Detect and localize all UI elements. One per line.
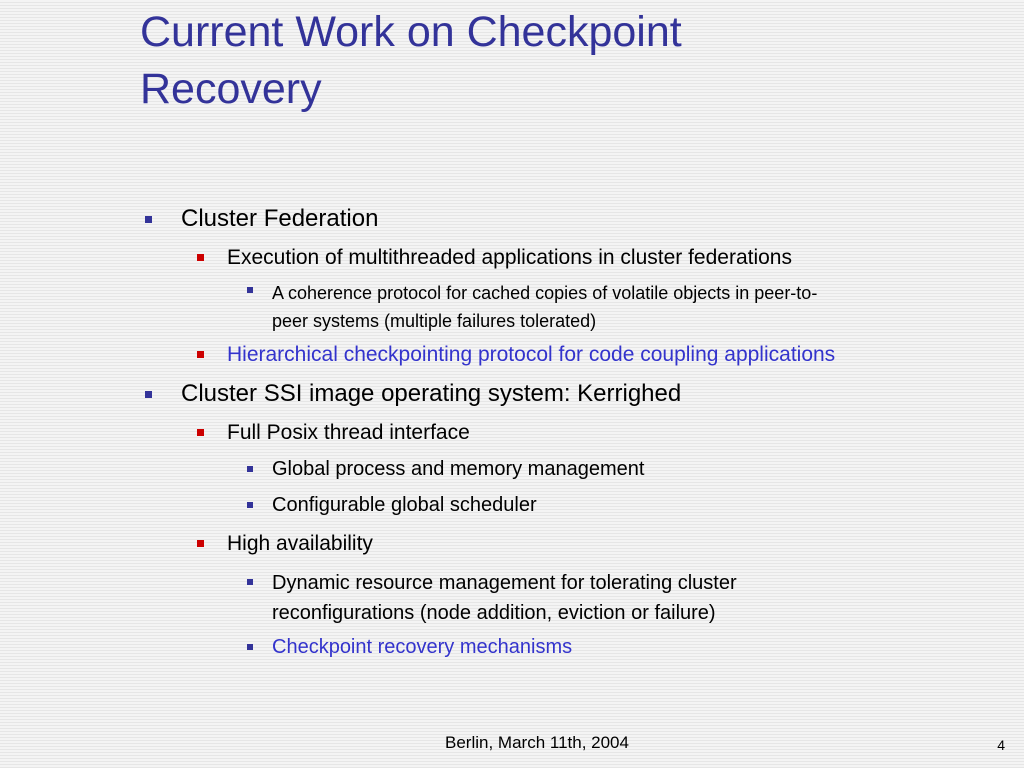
- bullet-item-multithreaded-execution: [227, 245, 792, 270]
- square-bullet-icon: [247, 644, 253, 650]
- square-bullet-icon: [145, 216, 152, 223]
- footer-date: Berlin, March 11th, 2004: [445, 733, 629, 752]
- page-number: 4: [997, 737, 1005, 753]
- bullet-text: Full Posix thread interface: [227, 421, 470, 444]
- square-bullet-icon: [247, 579, 253, 585]
- bullet-text: Global process and memory management: [272, 458, 645, 480]
- square-bullet-icon: [197, 540, 204, 547]
- bullet-text-line-1: A coherence protocol for cached copies of volatile objects in peer-to-: [272, 283, 818, 303]
- bullet-text-line-1: Dynamic resource management for tolerating cluster: [272, 572, 737, 594]
- slide-title-line-2: Recovery: [140, 65, 322, 113]
- bullet-item-checkpoint-recovery: [272, 635, 572, 660]
- square-bullet-icon: [145, 391, 152, 398]
- bullet-text-line-2: reconfigurations (node addition, eviction or failure): [272, 602, 716, 624]
- bullet-text: Cluster Federation: [181, 205, 379, 232]
- bullet-item-global-scheduler: [272, 493, 537, 518]
- bullet-item-posix-thread-interface: [227, 420, 470, 445]
- bullet-item-kerrighed: [181, 380, 681, 408]
- bullet-text: Execution of multithreaded applications in cluster federations: [227, 246, 792, 269]
- square-bullet-icon: [197, 351, 204, 358]
- square-bullet-icon: [247, 502, 253, 508]
- bullet-item-hierarchical-checkpointing: [227, 342, 835, 367]
- bullet-item-coherence-protocol: [272, 279, 817, 335]
- bullet-item-dynamic-resource-management: [272, 568, 737, 628]
- square-bullet-icon: [247, 466, 253, 472]
- bullet-text: Checkpoint recovery mechanisms: [272, 636, 573, 658]
- bullet-item-cluster-federation: [181, 205, 378, 233]
- bullet-text: High availability: [227, 532, 373, 555]
- slide-title-line-1: Current Work on Checkpoint: [140, 8, 682, 56]
- bullet-text: Hierarchical checkpointing protocol for code coupling applications: [227, 343, 836, 366]
- square-bullet-icon: [197, 429, 204, 436]
- bullet-text-line-2: peer systems (multiple failures tolerated): [272, 311, 597, 331]
- bullet-item-process-memory-management: [272, 457, 644, 482]
- bullet-text: Cluster SSI image operating system: Kerrighed: [181, 380, 682, 407]
- square-bullet-icon: [247, 287, 253, 293]
- bullet-item-high-availability: [227, 531, 373, 556]
- square-bullet-icon: [197, 254, 204, 261]
- bullet-text: Configurable global scheduler: [272, 494, 537, 516]
